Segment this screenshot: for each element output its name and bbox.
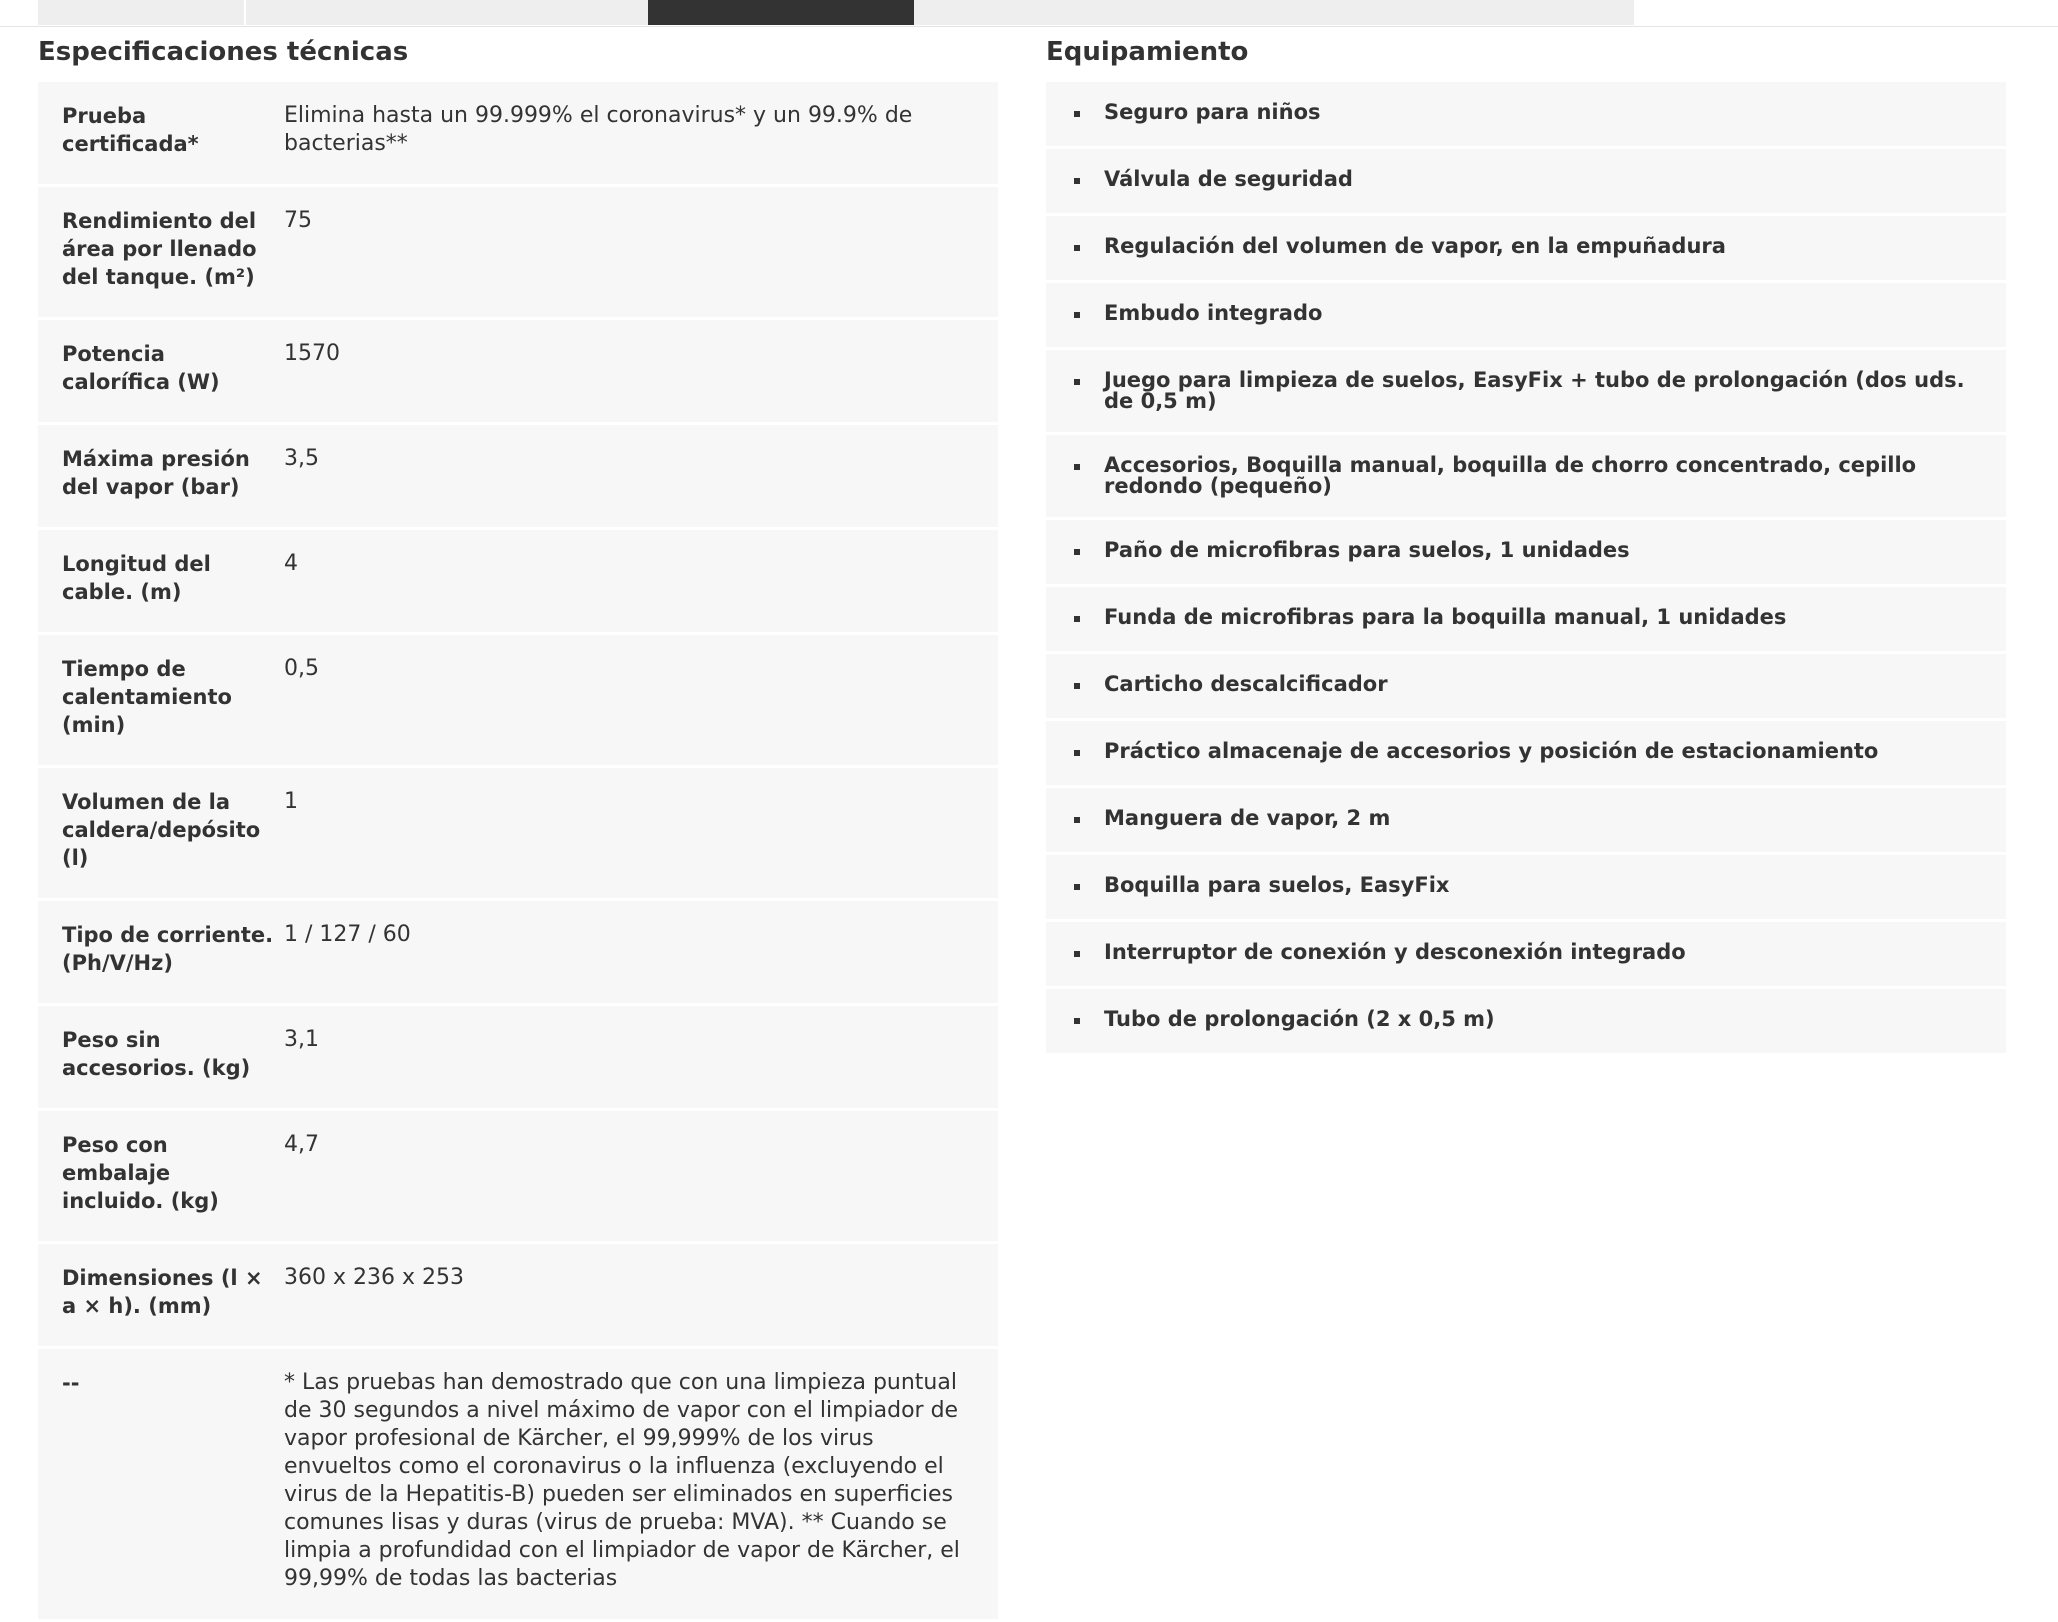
spec-row [38, 425, 998, 530]
spec-label: Volumen de la caldera/depósito (l) [62, 790, 261, 870]
equipment-item [1046, 721, 2006, 788]
tab-4[interactable] [914, 0, 1634, 25]
equipment-item-label: Funda de microfibras para la boquilla manual, 1 unidades [1104, 605, 1787, 629]
spec-row [38, 635, 998, 768]
spec-value: 4 [284, 551, 298, 576]
spec-value: 1 [284, 789, 298, 814]
tab-active[interactable] [648, 0, 914, 25]
tab-bar [0, 0, 2058, 27]
equipment-item-label: Tubo de prolongación (2 x 0,5 m) [1104, 1007, 1495, 1031]
equipment-item [1046, 922, 2006, 989]
spec-row [38, 1111, 998, 1244]
tab-2[interactable] [246, 0, 648, 25]
equipment-item-label: Carticho descalcificador [1104, 672, 1388, 696]
spec-row [38, 768, 998, 901]
spec-label: Tiempo de calentamiento (min) [62, 657, 232, 737]
spec-value: 3,1 [284, 1027, 319, 1052]
bullet-square-icon [1074, 750, 1080, 756]
equipment-item-label: Regulación del volumen de vapor, en la empuñadura [1104, 234, 1726, 258]
specs-table [38, 82, 998, 1622]
spec-row [38, 901, 998, 1006]
equipment-item-label: Juego para limpieza de suelos, EasyFix + tubo de prolongación (dos uds. de 0,5 m) [1104, 368, 1965, 413]
spec-label: Rendimiento del área por llenado del tanque. (m²) [62, 209, 257, 289]
equipment-item [1046, 788, 2006, 855]
bullet-square-icon [1074, 951, 1080, 957]
spec-row [38, 1244, 998, 1349]
spec-value: 360 x 236 x 253 [284, 1265, 464, 1290]
spec-value: 75 [284, 208, 312, 233]
bullet-square-icon [1074, 683, 1080, 689]
bullet-square-icon [1074, 616, 1080, 622]
spec-label: Longitud del cable. (m) [62, 552, 211, 604]
equipment-item-label: Válvula de seguridad [1104, 167, 1353, 191]
equipment-item [1046, 654, 2006, 721]
equipment-item-label: Boquilla para suelos, EasyFix [1104, 873, 1450, 897]
bullet-square-icon [1074, 817, 1080, 823]
spec-label: Tipo de corriente. (Ph/V/Hz) [62, 923, 274, 975]
equipment-item [1046, 149, 2006, 216]
spec-row [38, 530, 998, 635]
equipment-item-label: Embudo integrado [1104, 301, 1323, 325]
spec-label: Potencia calorífica (W) [62, 342, 220, 394]
spec-row [38, 1349, 998, 1622]
equipment-item [1046, 216, 2006, 283]
equipment-item [1046, 350, 2006, 435]
equipment-item [1046, 520, 2006, 587]
equipment-item-label: Manguera de vapor, 2 m [1104, 806, 1391, 830]
spec-row [38, 187, 998, 320]
tab-1[interactable] [38, 0, 244, 25]
bullet-square-icon [1074, 549, 1080, 555]
spec-value: * Las pruebas han demostrado que con una limpieza puntual de 30 segundos a nivel máximo de vapor con el limpiador de vapor profesional de Kärcher, el 99,999% de los virus envueltos como el coronavirus o la influenza (excluyendo el virus de la Hepatitis-B) pueden ser eliminados en superficies comunes lisas y duras (virus de prueba: MVA). ** Cuando se limpia a profundidad con el limpiador de vapor de Kärcher, el 99,99% de todas las bacterias [284, 1370, 960, 1591]
spec-value: 3,5 [284, 446, 319, 471]
spec-value: 0,5 [284, 656, 319, 681]
spec-value: 1570 [284, 341, 340, 366]
equipment-item-label: Accesorios, Boquilla manual, boquilla de chorro concentrado, cepillo redondo (pequeño) [1104, 453, 1917, 498]
spec-value: 4,7 [284, 1132, 319, 1157]
equipment-item-label: Paño de microfibras para suelos, 1 unidades [1104, 538, 1630, 562]
bullet-square-icon [1074, 884, 1080, 890]
equipment-item-label: Seguro para niños [1104, 100, 1321, 124]
equipment-item-label: Práctico almacenaje de accesorios y posición de estacionamiento [1104, 739, 1879, 763]
equipment-title: Equipamiento [1046, 37, 1249, 67]
spec-label: -- [62, 1371, 80, 1395]
equipment-item [1046, 82, 2006, 149]
spec-value: Elimina hasta un 99.999% el coronavirus* y un 99.9% de bacterias** [284, 103, 913, 156]
bullet-square-icon [1074, 1018, 1080, 1024]
bullet-square-icon [1074, 245, 1080, 251]
spec-row [38, 320, 998, 425]
spec-label: Prueba certificada* [62, 104, 199, 156]
equipment-list [1046, 82, 2006, 1056]
spec-label: Peso sin accesorios. (kg) [62, 1028, 251, 1080]
equipment-item [1046, 587, 2006, 654]
bullet-square-icon [1074, 111, 1080, 117]
bullet-square-icon [1074, 464, 1080, 470]
specs-title: Especificaciones técnicas [38, 37, 409, 67]
spec-label: Máxima presión del vapor (bar) [62, 447, 250, 499]
equipment-item [1046, 855, 2006, 922]
equipment-item [1046, 435, 2006, 520]
bullet-square-icon [1074, 178, 1080, 184]
spec-row [38, 82, 998, 187]
spec-row [38, 1006, 998, 1111]
equipment-item [1046, 283, 2006, 350]
spec-label: Peso con embalaje incluido. (kg) [62, 1133, 219, 1213]
bullet-square-icon [1074, 379, 1080, 385]
equipment-item-label: Interruptor de conexión y desconexión integrado [1104, 940, 1686, 964]
bullet-square-icon [1074, 312, 1080, 318]
equipment-item [1046, 989, 2006, 1056]
spec-label: Dimensiones (l × a × h). (mm) [62, 1266, 263, 1318]
spec-value: 1 / 127 / 60 [284, 922, 411, 947]
